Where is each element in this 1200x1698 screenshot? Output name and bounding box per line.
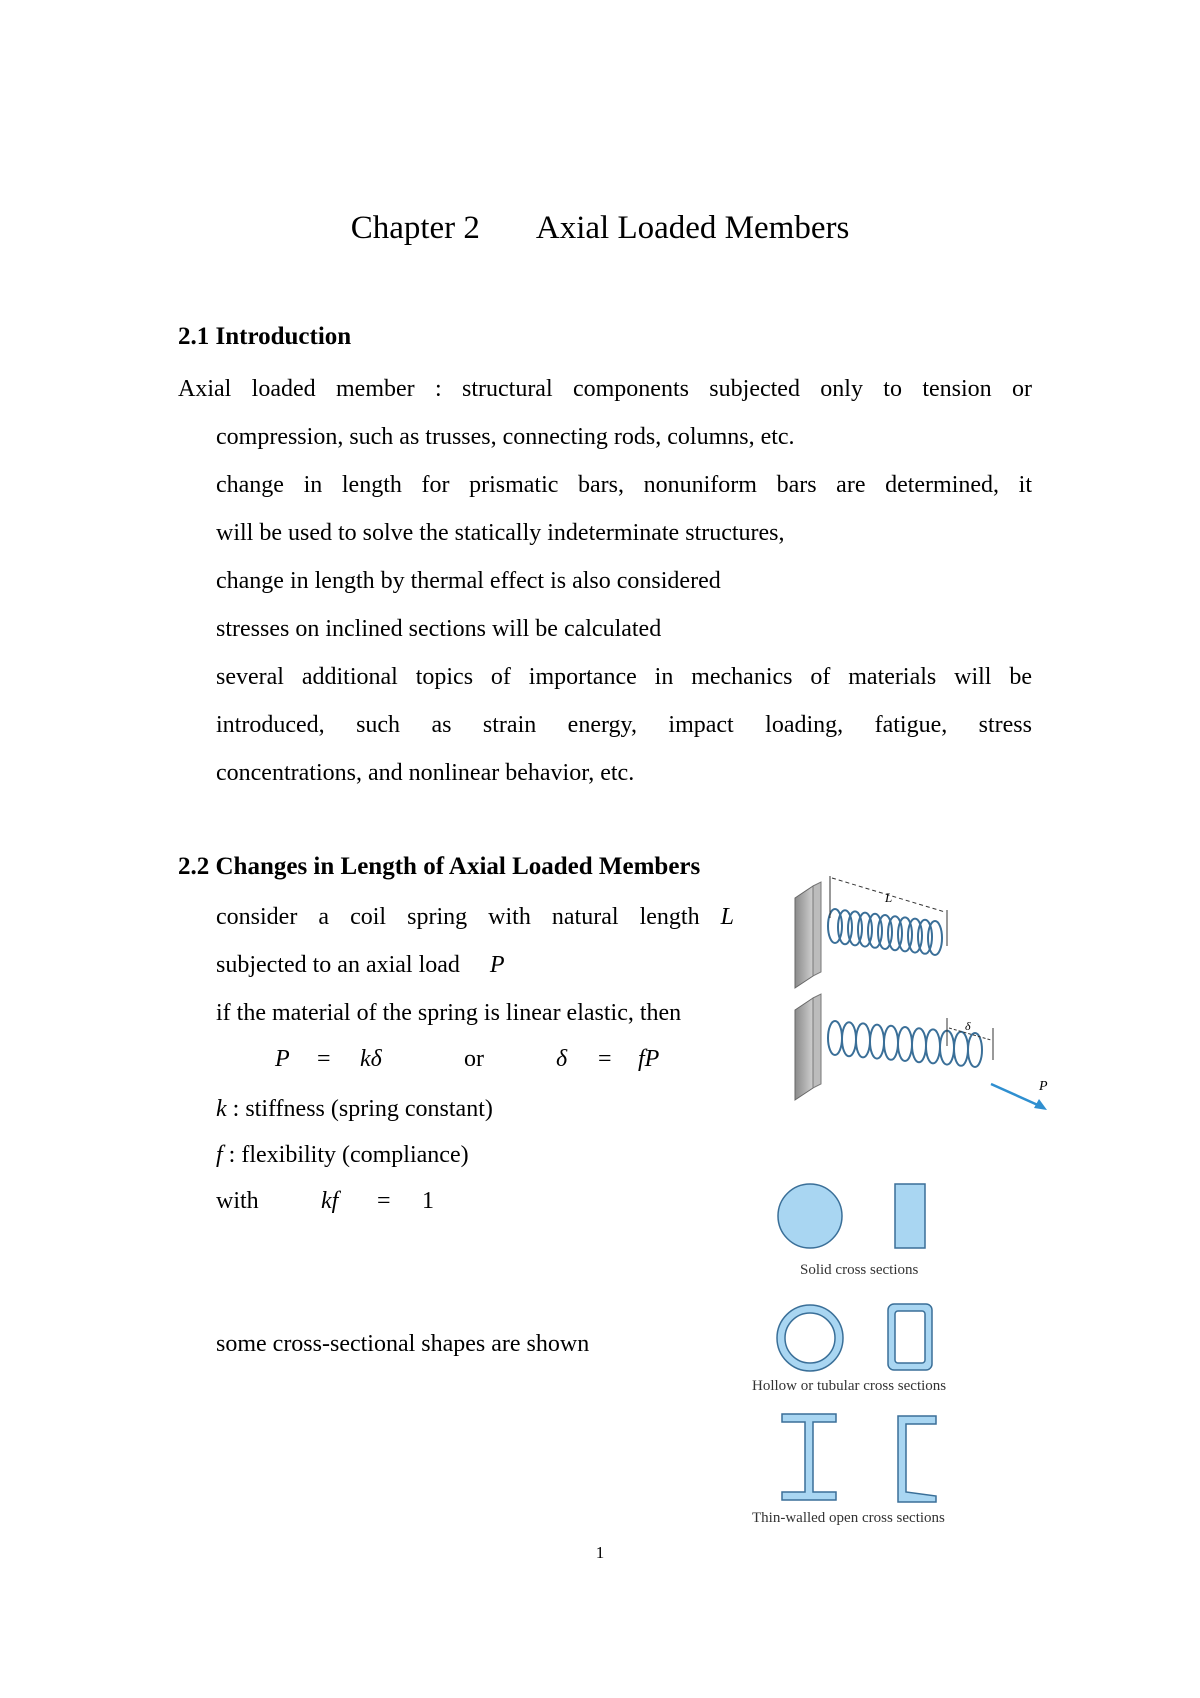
spring-coil-bottom xyxy=(828,1021,982,1067)
intro-paragraph-line: several additional topics of importance in mechanics of materials will be xyxy=(216,664,1032,690)
intro-paragraph-line: Axial loaded member : structural components subjected only to tension or xyxy=(178,376,1032,402)
spring-coil-loop xyxy=(856,1023,870,1057)
label-delta: δ xyxy=(965,1019,971,1033)
spring-coil-loop xyxy=(828,1021,842,1055)
section-heading-changes-in-length: 2.2 Changes in Length of Axial Loaded Members xyxy=(178,853,701,880)
symbol-L: L xyxy=(720,904,735,930)
chapter-name: Axial Loaded Members xyxy=(535,210,850,246)
with-label: with xyxy=(216,1188,259,1214)
section-heading-introduction: 2.1 Introduction xyxy=(178,323,352,350)
chapter-title xyxy=(0,210,1200,247)
wall-top xyxy=(795,886,813,988)
spring-description-line: if the material of the spring is linear elastic, then xyxy=(216,1000,682,1026)
load-arrow xyxy=(991,1084,1040,1106)
eq1-lhs: P xyxy=(275,1046,290,1072)
hollow-rectangle-bore xyxy=(895,1311,925,1363)
spring-figure xyxy=(785,868,1055,1118)
spring-coil-loop xyxy=(842,1022,856,1056)
spring-coil-loop xyxy=(926,1029,940,1063)
eq2-lhs: δ xyxy=(556,1046,568,1072)
stiffness-definition xyxy=(216,1085,493,1133)
eq1-rhs: kδ xyxy=(360,1046,382,1072)
intro-paragraph-line: change in length for prismatic bars, nonuniform bars are determined, it xyxy=(216,472,1032,498)
eq-or: or xyxy=(464,1046,484,1072)
spring-coil-loop xyxy=(954,1032,968,1066)
spring-coil-top xyxy=(828,909,942,955)
solid-caption: Solid cross sections xyxy=(800,1262,919,1278)
spring-description-line xyxy=(216,941,505,989)
wall-bottom-edge xyxy=(813,994,821,1088)
spring-coil-loop xyxy=(870,1025,884,1059)
intro-paragraph-line: compression, such as trusses, connecting rods, columns, etc. xyxy=(216,424,795,450)
intro-paragraph-line: will be used to solve the statically indeterminate structures, xyxy=(216,520,785,546)
wall-bottom xyxy=(795,998,813,1100)
flexibility-definition xyxy=(216,1131,469,1179)
thin-walled-caption: Thin-walled open cross sections xyxy=(752,1510,945,1526)
symbol-k: k xyxy=(216,1096,227,1122)
spring-description-text: subjected to an axial load xyxy=(216,952,460,978)
i-beam-section xyxy=(782,1414,836,1500)
wall-top-edge xyxy=(813,882,821,976)
spring-coil-loop xyxy=(898,1027,912,1061)
intro-paragraph-line: change in length by thermal effect is also considered xyxy=(216,568,721,594)
spring-coil-loop xyxy=(928,921,942,955)
shapes-sentence: some cross-sectional shapes are shown xyxy=(216,1331,590,1357)
load-arrowhead xyxy=(1034,1099,1047,1110)
page-number: 1 xyxy=(595,1543,605,1562)
label-P: P xyxy=(1039,1079,1048,1094)
label-L: L xyxy=(885,890,893,905)
spring-coil-loop xyxy=(912,1028,926,1062)
symbol-P: P xyxy=(489,952,505,978)
with-equals: = xyxy=(377,1188,391,1214)
cross-sections-figure xyxy=(740,1180,1000,1540)
flexibility-text: : flexibility (compliance) xyxy=(222,1142,469,1168)
symbol-f: f xyxy=(216,1142,223,1168)
channel-section xyxy=(898,1416,936,1502)
stiffness-text: : stiffness (spring constant) xyxy=(226,1096,493,1122)
intro-paragraph-line: stresses on inclined sections will be calculated xyxy=(216,616,662,642)
spring-description-text: consider a coil spring with natural length xyxy=(216,904,700,930)
eq2-rhs: fP xyxy=(638,1046,660,1072)
hollow-circle-bore xyxy=(785,1313,835,1363)
spring-coil-loop xyxy=(884,1026,898,1060)
solid-rectangle-section xyxy=(895,1184,925,1248)
with-rhs: 1 xyxy=(422,1188,434,1214)
solid-circle-section xyxy=(778,1184,842,1248)
hollow-caption: Hollow or tubular cross sections xyxy=(752,1378,947,1394)
eq1-equals: = xyxy=(317,1046,331,1072)
spring-description-line xyxy=(216,893,734,941)
intro-paragraph-line: introduced, such as strain energy, impact loading, fatigue, stress xyxy=(216,712,1032,738)
chapter-number: Chapter 2 xyxy=(350,210,480,246)
intro-paragraph-line: concentrations, and nonlinear behavior, etc. xyxy=(216,760,635,786)
with-lhs: kf xyxy=(321,1188,339,1214)
eq2-equals: = xyxy=(598,1046,612,1072)
spring-coil-loop xyxy=(968,1033,982,1067)
